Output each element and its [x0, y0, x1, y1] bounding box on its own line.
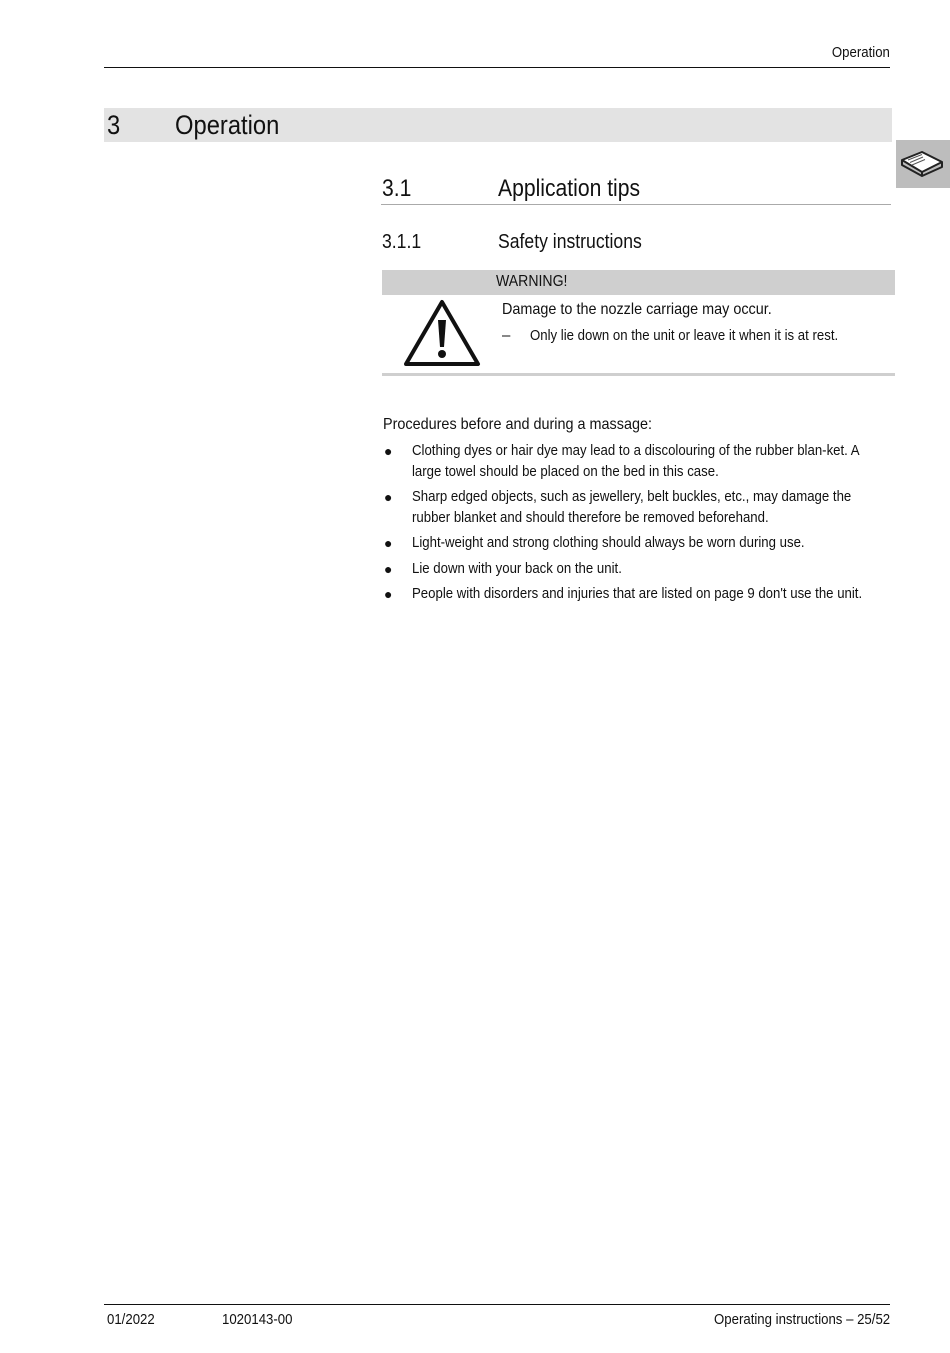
list-item-text: Sharp edged objects, such as jewellery, belt buckles, etc., may damage the rubber blanket and should therefore be removed beforehand. — [412, 488, 852, 526]
warning-bottom-rule — [382, 373, 895, 376]
section-title: Application tips — [498, 175, 641, 202]
footer-date: 01/2022 — [107, 1311, 155, 1328]
footer-page-info: Operating instructions – 25/52 — [713, 1311, 890, 1328]
bullet-marker: ● — [384, 535, 393, 551]
bullet-marker: ● — [384, 560, 393, 577]
list-item — [383, 441, 893, 482]
list-item-text: Lie down with your back on the unit. — [412, 559, 622, 577]
warning-label: WARNING! — [496, 273, 568, 290]
bullet-marker: ● — [384, 443, 393, 459]
footer-doc-number: 1020143-00 — [222, 1311, 293, 1328]
list-item-text: People with disorders and injuries that are listed on page 9 don't use the unit. — [412, 585, 863, 602]
subsection-title: Safety instructions — [498, 231, 642, 253]
warning-triangle-icon — [402, 298, 482, 373]
warning-step-marker: – — [502, 327, 511, 344]
bullet-marker: ● — [384, 489, 393, 505]
running-header-title: Operation — [832, 44, 890, 61]
list-item-text: Light-weight and strong clothing should always be worn during use. — [412, 534, 805, 551]
subsection-number: 3.1.1 — [382, 231, 422, 253]
chapter-title: Operation — [175, 110, 280, 140]
list-item — [383, 487, 893, 528]
section-rule — [381, 204, 891, 205]
warning-step: Only lie down on the unit or leave it when it is at rest. — [530, 327, 839, 344]
warning-label-bar — [382, 270, 895, 295]
header-rule — [104, 67, 890, 68]
footer-rule — [104, 1304, 890, 1305]
bullet-marker: ● — [384, 586, 393, 602]
section-number: 3.1 — [382, 175, 412, 202]
procedures-list — [383, 441, 893, 610]
list-item — [383, 559, 893, 580]
list-item — [383, 533, 893, 554]
procedures-intro: Procedures before and during a massage: — [383, 416, 652, 433]
list-item-text: Clothing dyes or hair dye may lead to a discolouring of the rubber blan-ket. A large towel should be placed on the bed in this case. — [412, 442, 859, 480]
chapter-side-tab — [896, 140, 950, 188]
list-item — [383, 584, 893, 605]
warning-text: Damage to the nozzle carriage may occur. — [502, 301, 772, 318]
chapter-number: 3 — [107, 110, 121, 140]
book-icon — [898, 146, 946, 182]
